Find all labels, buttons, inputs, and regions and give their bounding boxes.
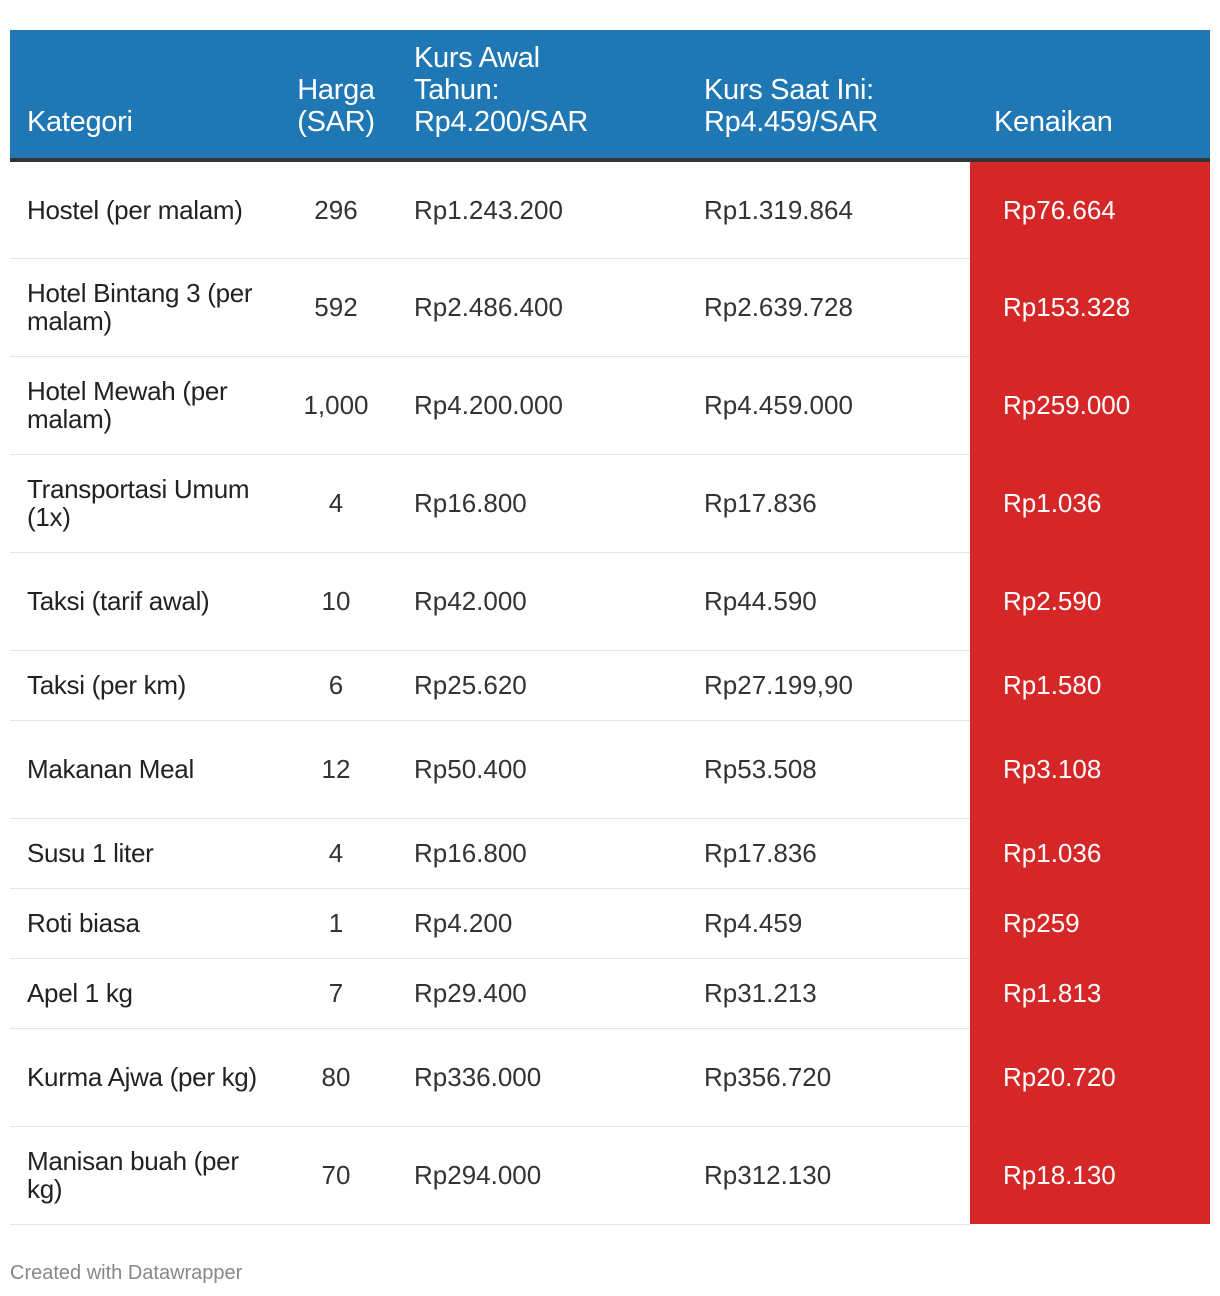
- cell-harga: 4: [275, 818, 397, 888]
- data-table: [10, 30, 1210, 1225]
- cell-kurs-awal: Rp42.000: [397, 552, 687, 650]
- cell-harga: 296: [275, 160, 397, 258]
- table-row: [10, 454, 1210, 552]
- cell-kurs-kini: Rp44.590: [687, 552, 970, 650]
- table-row: [10, 958, 1210, 1028]
- header-kategori: Kategori: [10, 30, 275, 160]
- cell-kurs-awal: Rp50.400: [397, 720, 687, 818]
- cell-kurs-awal: Rp336.000: [397, 1028, 687, 1126]
- cell-kurs-kini: Rp31.213: [687, 958, 970, 1028]
- cell-kategori: Manisan buah (per kg): [10, 1126, 275, 1224]
- cell-kategori: Makanan Meal: [10, 720, 275, 818]
- cell-kategori: Hotel Bintang 3 (per malam): [10, 258, 275, 356]
- cell-harga: 592: [275, 258, 397, 356]
- cell-kurs-awal: Rp4.200: [397, 888, 687, 958]
- cell-kenaikan: Rp20.720: [970, 1028, 1210, 1126]
- cell-kurs-kini: Rp53.508: [687, 720, 970, 818]
- cell-kurs-kini: Rp17.836: [687, 818, 970, 888]
- table-row: [10, 258, 1210, 356]
- cell-kategori: Apel 1 kg: [10, 958, 275, 1028]
- cell-kenaikan: Rp153.328: [970, 258, 1210, 356]
- table-row: [10, 1028, 1210, 1126]
- cell-kategori: Hotel Mewah (per malam): [10, 356, 275, 454]
- cell-harga: 6: [275, 650, 397, 720]
- datawrapper-credit: Created with Datawrapper: [10, 1262, 243, 1284]
- cell-kurs-kini: Rp4.459: [687, 888, 970, 958]
- cell-kategori: Roti biasa: [10, 888, 275, 958]
- header-kurs-awal: Kurs Awal Tahun: Rp4.200/SAR: [397, 30, 687, 160]
- cell-harga: 80: [275, 1028, 397, 1126]
- cell-kurs-awal: Rp16.800: [397, 454, 687, 552]
- cell-kurs-awal: Rp25.620: [397, 650, 687, 720]
- cell-kategori: Hostel (per malam): [10, 160, 275, 258]
- cell-kenaikan: Rp259.000: [970, 356, 1210, 454]
- cell-kurs-awal: Rp294.000: [397, 1126, 687, 1224]
- cell-kenaikan: Rp259: [970, 888, 1210, 958]
- cell-kenaikan: Rp2.590: [970, 552, 1210, 650]
- cell-kurs-kini: Rp4.459.000: [687, 356, 970, 454]
- cell-kurs-kini: Rp27.199,90: [687, 650, 970, 720]
- cell-kurs-awal: Rp16.800: [397, 818, 687, 888]
- header-row: [10, 30, 1210, 160]
- cell-kurs-kini: Rp312.130: [687, 1126, 970, 1224]
- cell-kurs-kini: Rp2.639.728: [687, 258, 970, 356]
- cell-kategori: Kurma Ajwa (per kg): [10, 1028, 275, 1126]
- cell-kategori: Taksi (per km): [10, 650, 275, 720]
- cell-kurs-awal: Rp1.243.200: [397, 160, 687, 258]
- table-header: [10, 30, 1210, 160]
- cell-kenaikan: Rp1.580: [970, 650, 1210, 720]
- cell-harga: 7: [275, 958, 397, 1028]
- cell-harga: 1: [275, 888, 397, 958]
- cell-kenaikan: Rp1.036: [970, 454, 1210, 552]
- cell-harga: 1,000: [275, 356, 397, 454]
- cell-harga: 12: [275, 720, 397, 818]
- cell-kategori: Taksi (tarif awal): [10, 552, 275, 650]
- header-harga: Harga (SAR): [275, 30, 397, 160]
- cell-harga: 10: [275, 552, 397, 650]
- cell-kurs-awal: Rp2.486.400: [397, 258, 687, 356]
- table-row: [10, 650, 1210, 720]
- table-row: [10, 888, 1210, 958]
- cell-harga: 70: [275, 1126, 397, 1224]
- data-table-container: [10, 30, 1210, 1225]
- cell-kenaikan: Rp18.130: [970, 1126, 1210, 1224]
- table-row: [10, 720, 1210, 818]
- table-row: [10, 160, 1210, 258]
- header-kurs-kini: Kurs Saat Ini: Rp4.459/SAR: [687, 30, 970, 160]
- table-row: [10, 356, 1210, 454]
- header-kenaikan: Kenaikan: [970, 30, 1210, 160]
- cell-kurs-awal: Rp29.400: [397, 958, 687, 1028]
- cell-kenaikan: Rp1.036: [970, 818, 1210, 888]
- table-row: [10, 1126, 1210, 1224]
- table-row: [10, 818, 1210, 888]
- cell-kurs-awal: Rp4.200.000: [397, 356, 687, 454]
- table-row: [10, 552, 1210, 650]
- cell-kenaikan: Rp1.813: [970, 958, 1210, 1028]
- cell-kurs-kini: Rp1.319.864: [687, 160, 970, 258]
- table-body: [10, 160, 1210, 1224]
- cell-kategori: Transportasi Umum (1x): [10, 454, 275, 552]
- cell-kurs-kini: Rp17.836: [687, 454, 970, 552]
- cell-kategori: Susu 1 liter: [10, 818, 275, 888]
- cell-harga: 4: [275, 454, 397, 552]
- cell-kurs-kini: Rp356.720: [687, 1028, 970, 1126]
- cell-kenaikan: Rp76.664: [970, 160, 1210, 258]
- cell-kenaikan: Rp3.108: [970, 720, 1210, 818]
